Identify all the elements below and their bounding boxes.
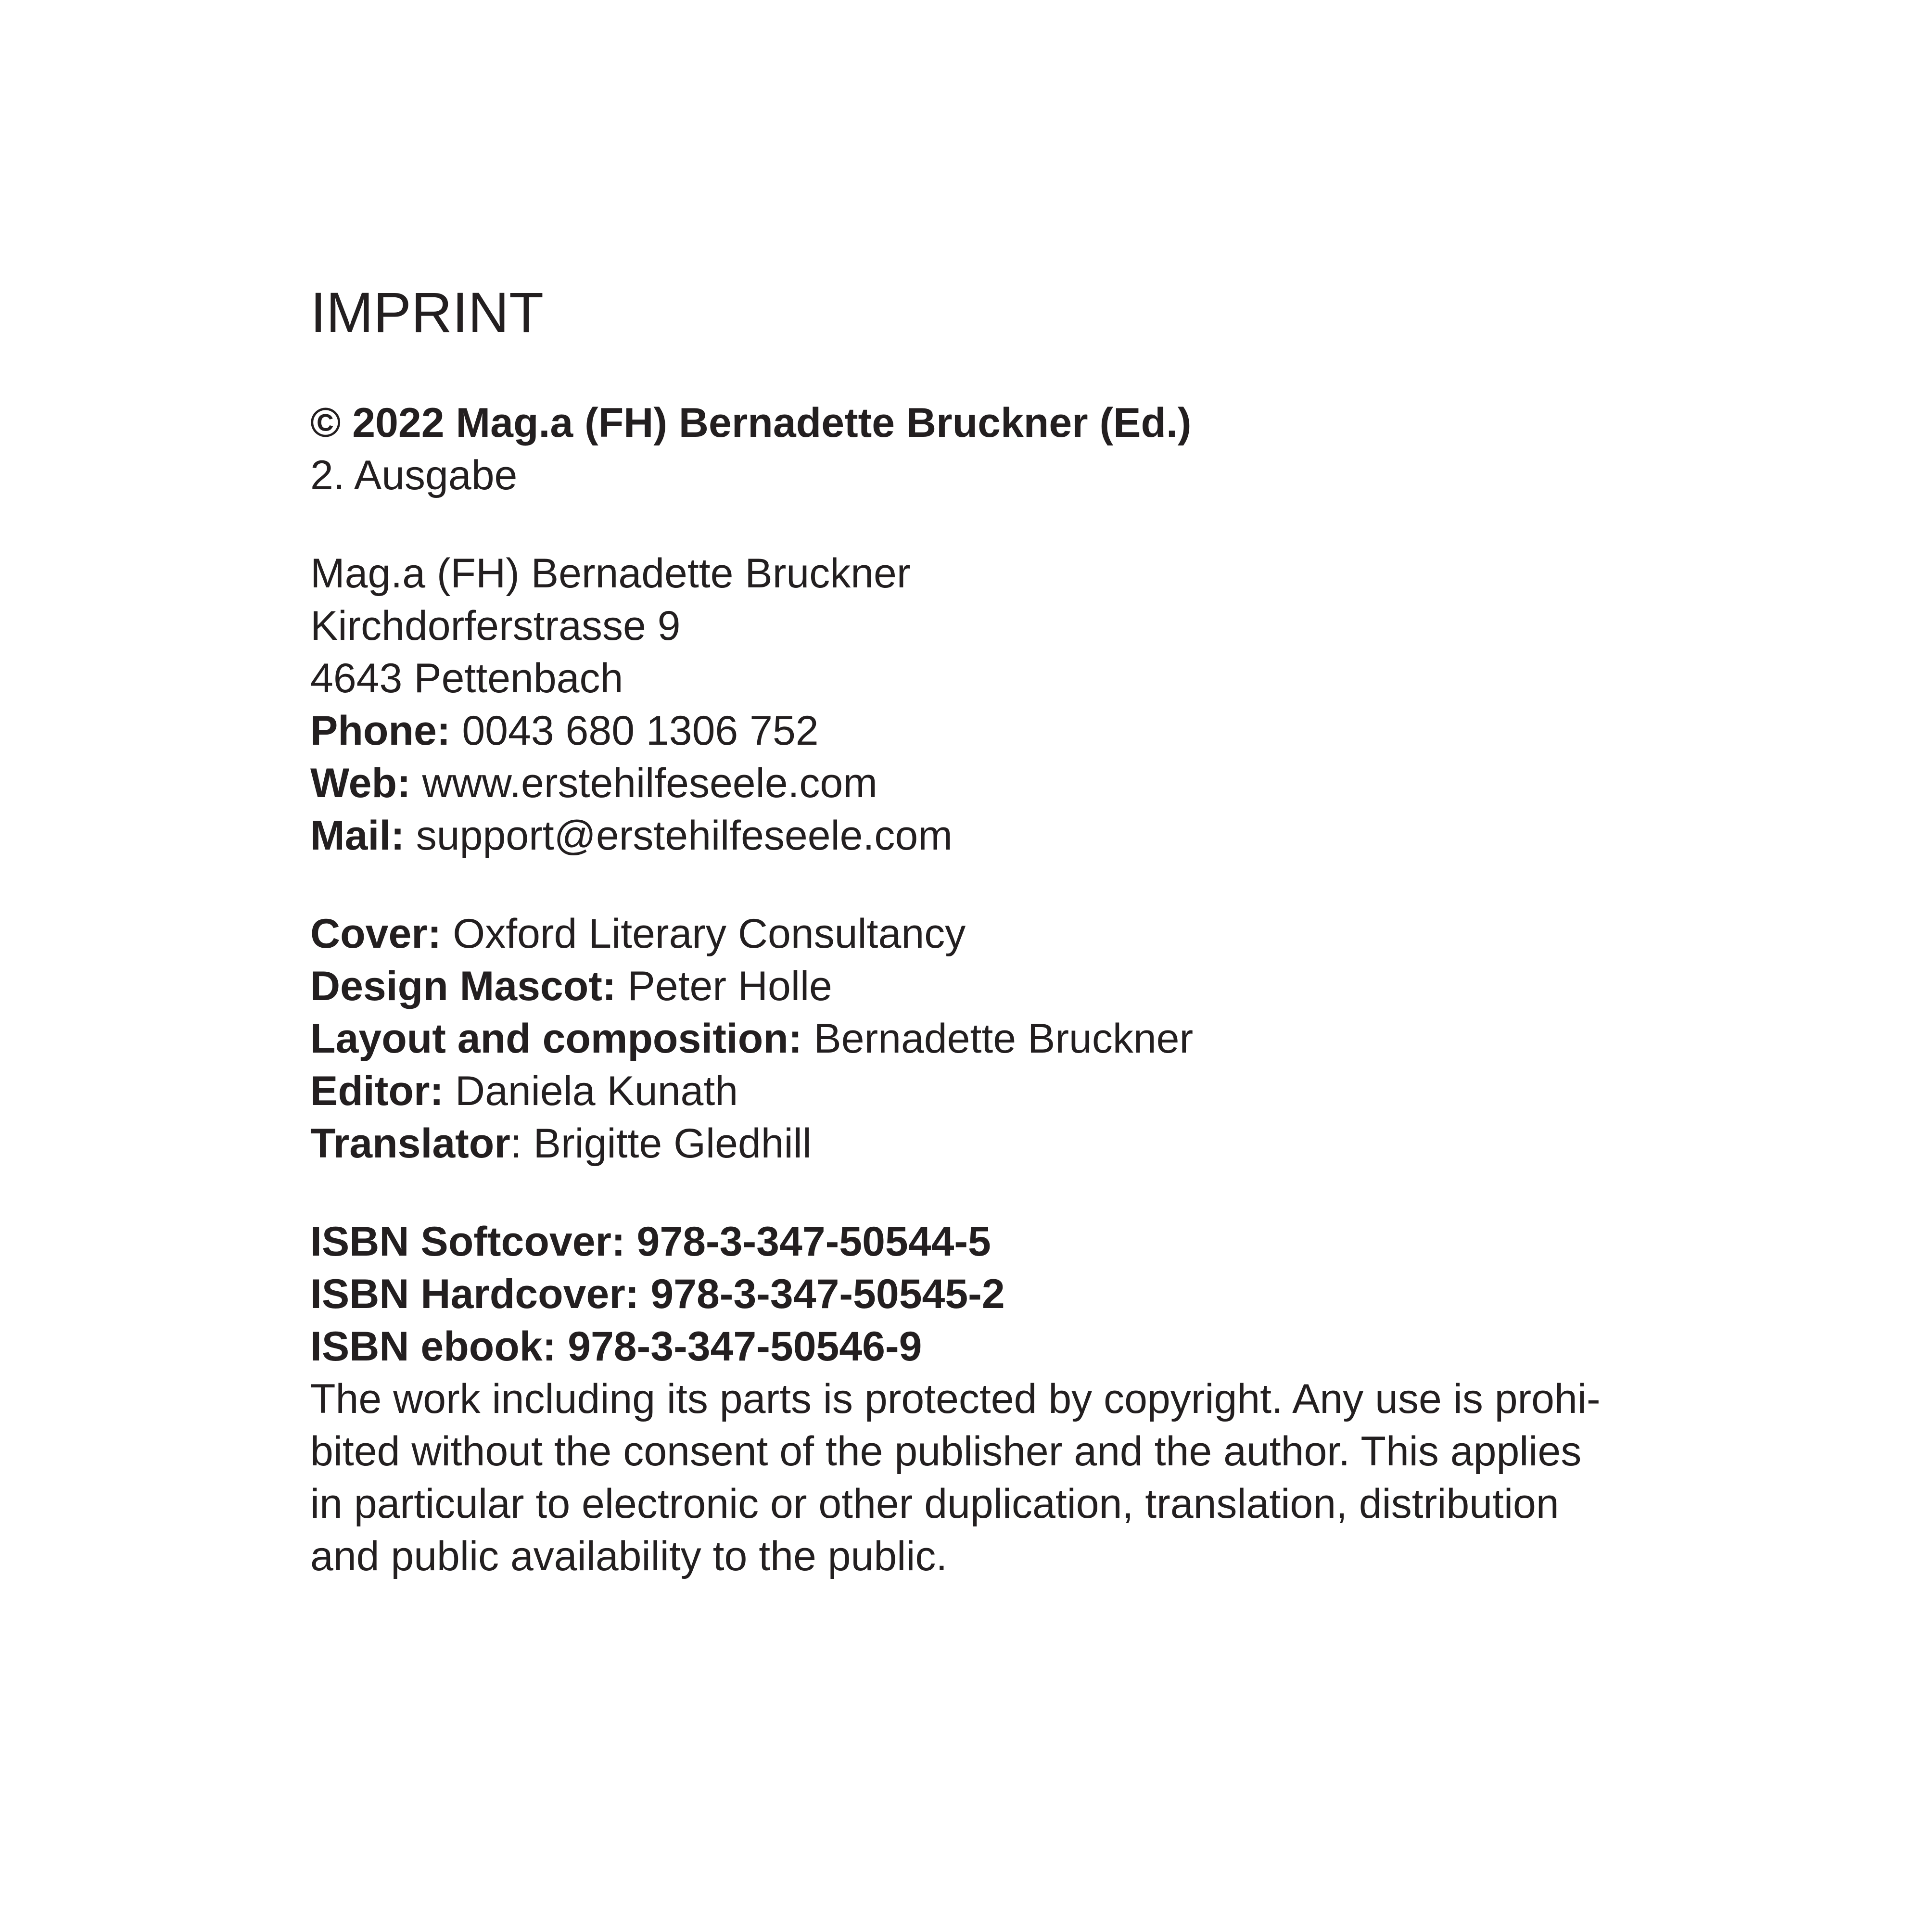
notice-line: in particular to electronic or other duplication, translation, distribution [310, 1481, 1559, 1527]
isbn-ebook: ISBN ebook: 978-3-347-50546-9 [310, 1323, 922, 1370]
credit-label: Editor: [310, 1068, 444, 1114]
credit-label: Cover: [310, 911, 442, 957]
credit-value: Daniela Kunath [444, 1068, 738, 1114]
copyright-notice [310, 1373, 1657, 1583]
page-title: IMPRINT [310, 281, 544, 344]
imprint-content [310, 279, 1657, 1583]
credit-value: Oxford Literary Consultancy [441, 911, 966, 957]
credit-label: Layout and composition: [310, 1016, 802, 1062]
street-address: Kirchdorferstrasse 9 [310, 603, 681, 649]
notice-line: bited without the consent of the publisher and the author. This applies [310, 1428, 1582, 1474]
credit-editor [310, 1065, 1657, 1118]
credit-value: : Brigitte Gledhill [510, 1120, 812, 1167]
isbn-softcover: ISBN Softcover: 978-3-347-50544-5 [310, 1219, 991, 1265]
credit-value: Peter Holle [616, 963, 832, 1009]
credits-block [310, 908, 1657, 1170]
mail-label: Mail: [310, 813, 405, 859]
copyright-block [310, 397, 1657, 502]
credit-value: Bernadette Bruckner [802, 1016, 1194, 1062]
credit-design-mascot [310, 960, 1657, 1013]
notice-line: The work including its parts is protected by copyright. Any use is prohi- [310, 1376, 1601, 1422]
isbn-hardcover: ISBN Hardcover: 978-3-347-50545-2 [310, 1271, 1005, 1317]
phone-line [310, 705, 1657, 757]
credit-cover [310, 908, 1657, 960]
copyright-line: © 2022 Mag.a (FH) Bernadette Bruckner (Ed.) [310, 400, 1192, 446]
credit-label: Translator [310, 1120, 510, 1167]
phone-label: Phone: [310, 708, 451, 754]
mail-line [310, 810, 1657, 862]
credit-layout [310, 1013, 1657, 1065]
notice-line: and public availability to the public. [310, 1533, 948, 1579]
isbn-block [310, 1216, 1657, 1373]
phone-value: 0043 680 1306 752 [450, 708, 819, 754]
web-value: www.erstehilfeseele.com [410, 760, 877, 806]
mail-value: support@erstehilfeseele.com [404, 813, 953, 859]
edition-line: 2. Ausgabe [310, 452, 518, 498]
web-label: Web: [310, 760, 411, 806]
credit-translator [310, 1118, 1657, 1170]
publisher-name: Mag.a (FH) Bernadette Bruckner [310, 550, 911, 597]
credit-label: Design Mascot: [310, 963, 616, 1009]
web-line [310, 757, 1657, 810]
city-address: 4643 Pettenbach [310, 655, 623, 701]
address-block [310, 547, 1657, 862]
